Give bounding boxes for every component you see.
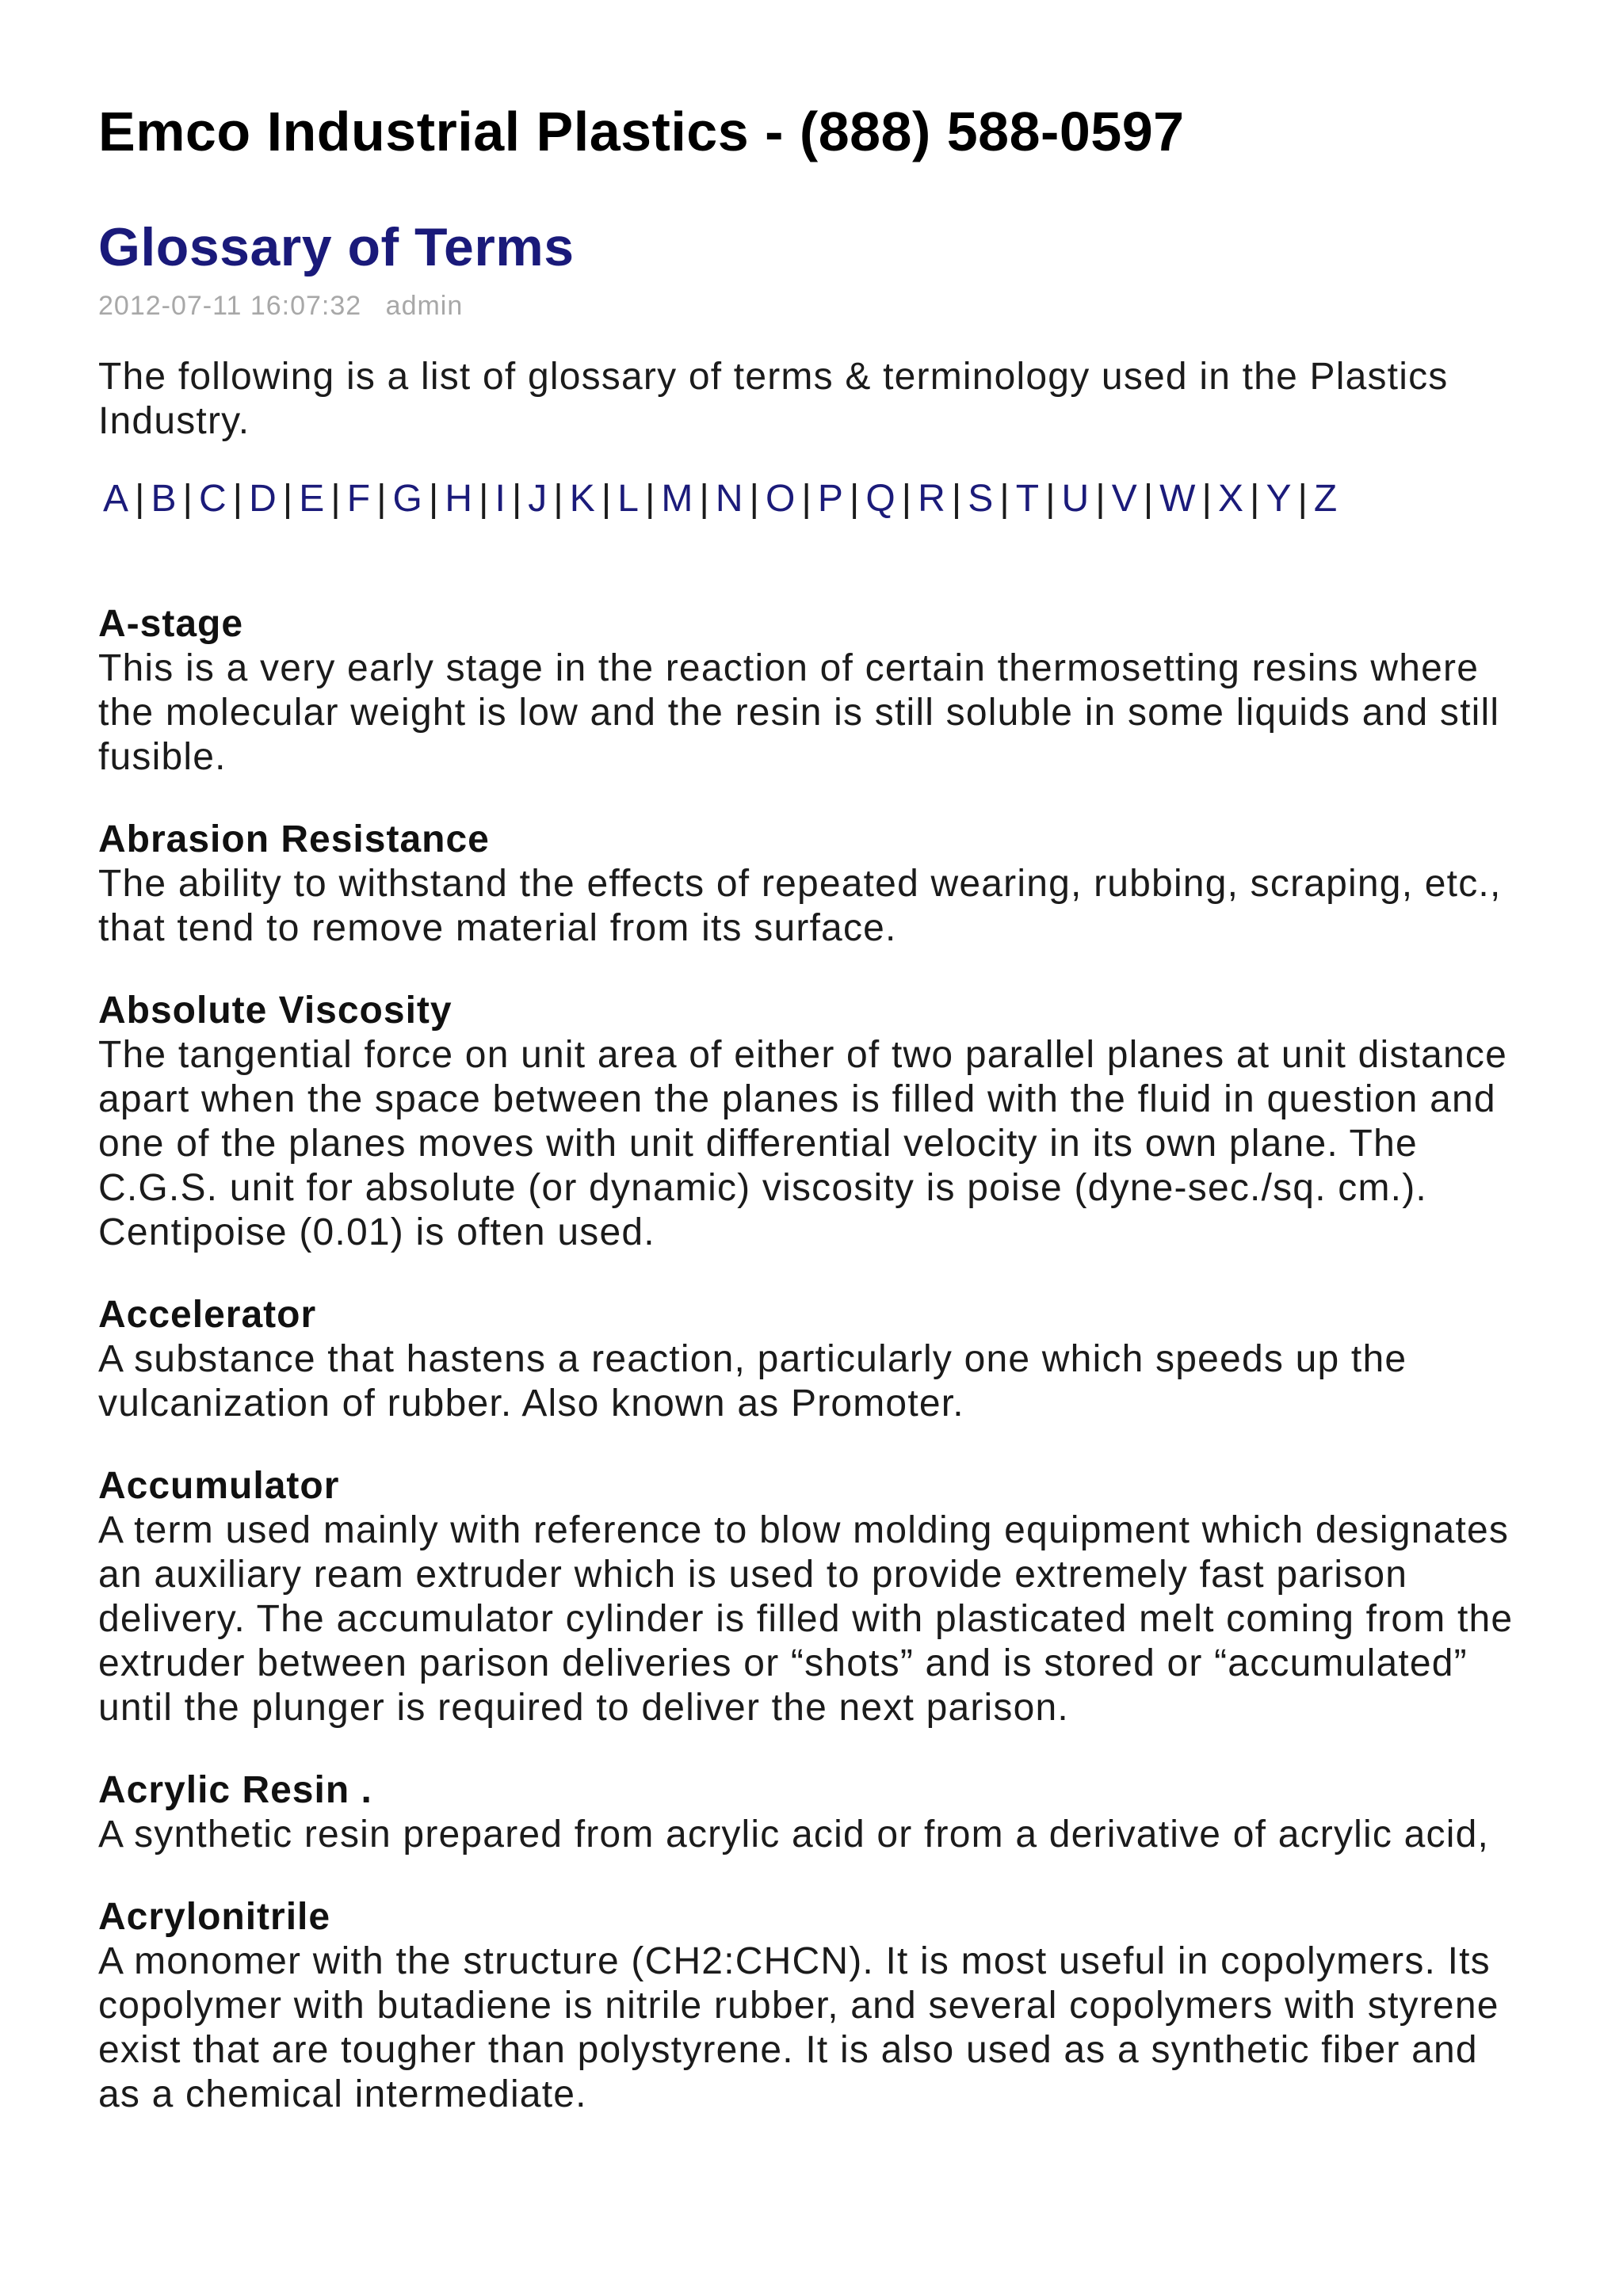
alphabet-link-q[interactable]: Q <box>865 478 896 520</box>
alphabet-link-n[interactable]: N <box>715 478 743 520</box>
alphabet-separator: | <box>1095 478 1106 520</box>
alphabet-separator: | <box>376 478 387 520</box>
alphabet-link-m[interactable]: M <box>661 478 693 520</box>
glossary-definition: This is a very early stage in the reaction of certain thermosetting resins where the molecular weight is low and the resin is still soluble in some liquids and still fusible. <box>98 647 1500 778</box>
glossary-term: A-stage <box>98 603 244 645</box>
alphabet-separator: | <box>232 478 243 520</box>
intro-paragraph: The following is a list of glossary of terms & terminology used in the Plastics Industry. <box>98 356 1449 442</box>
glossary-definition: The ability to withstand the effects of repeated wearing, rubbing, scraping, etc., that tend to remove material from its surface. <box>98 863 1502 949</box>
glossary-term: Absolute Viscosity <box>98 990 453 1032</box>
glossary-definition: A term used mainly with reference to blow molding equipment which designates an auxiliary ream extruder which is used to provide extremely fast parison delivery. The accumulator cylinder is filled with plasticated melt coming from the extruder between parison deliveries or “shots” and is stored or “accumulated” until the plunger is required to deliver the next parison. <box>98 1509 1514 1729</box>
alphabet-separator: | <box>135 478 145 520</box>
post-title[interactable]: Glossary of Terms <box>98 217 575 277</box>
post-meta <box>98 290 1525 322</box>
glossary-entry <box>98 1768 1525 1857</box>
glossary-term: Abrasion Resistance <box>98 818 490 860</box>
alphabet-separator: | <box>999 478 1010 520</box>
alphabet-separator: | <box>644 478 655 520</box>
alphabet-separator: | <box>849 478 860 520</box>
alphabet-link-t[interactable]: T <box>1015 478 1040 520</box>
alphabet-link-s[interactable]: S <box>968 478 994 520</box>
glossary-definition: A synthetic resin prepared from acrylic acid or from a derivative of acrylic acid, <box>98 1814 1490 1855</box>
alphabet-link-d[interactable]: D <box>249 478 277 520</box>
alphabet-link-w[interactable]: W <box>1159 478 1196 520</box>
alphabet-separator: | <box>801 478 812 520</box>
glossary-entry <box>98 1293 1525 1426</box>
alphabet-separator: | <box>901 478 912 520</box>
alphabet-separator: | <box>479 478 489 520</box>
glossary-definition: A monomer with the structure (CH2:CHCN). It is most useful in copolymers. Its copolymer with butadiene is nitrile rubber, and several copolymers with styrene exist that are tougher than polystyrene. It is also used as a synthetic fiber and as a chemical intermediate. <box>98 1940 1499 2115</box>
alphabet-link-b[interactable]: B <box>151 478 177 520</box>
alphabet-separator: | <box>601 478 612 520</box>
post-date: 2012-07-11 16:07:32 <box>98 291 362 321</box>
alphabet-separator: | <box>699 478 709 520</box>
alphabet-separator: | <box>1297 478 1308 520</box>
alphabet-separator: | <box>182 478 193 520</box>
glossary-entry <box>98 989 1525 1255</box>
alphabet-link-v[interactable]: V <box>1111 478 1137 520</box>
alphabet-link-f[interactable]: F <box>346 478 371 520</box>
glossary-term: Accumulator <box>98 1465 340 1507</box>
alphabet-link-u[interactable]: U <box>1061 478 1090 520</box>
glossary-term: Acrylonitrile <box>98 1896 331 1938</box>
alphabet-link-x[interactable]: X <box>1217 478 1243 520</box>
alphabet-separator: | <box>511 478 522 520</box>
site-title: Emco Industrial Plastics - (888) 588-0597 <box>98 101 1185 162</box>
alphabet-link-k[interactable]: K <box>569 478 595 520</box>
alphabet-separator: | <box>749 478 760 520</box>
glossary-entry <box>98 818 1525 951</box>
alphabet-link-h[interactable]: H <box>445 478 473 520</box>
alphabet-separator: | <box>428 478 439 520</box>
alphabet-link-g[interactable]: G <box>392 478 422 520</box>
glossary-list <box>98 602 1525 2117</box>
glossary-definition: The tangential force on unit area of either of two parallel planes at unit distance apart when the space between the planes is filled with the fluid in question and one of the planes moves with unit differential velocity in its own plane. The C.G.S. unit for absolute (or dynamic) viscosity is poise (dyne-sec./sq. cm.). Centipoise (0.01) is often used. <box>98 1034 1507 1253</box>
alphabet-link-l[interactable]: L <box>617 478 639 520</box>
alphabet-link-a[interactable]: A <box>103 478 129 520</box>
alphabet-link-j[interactable]: J <box>528 478 548 520</box>
alphabet-separator: | <box>1045 478 1056 520</box>
alphabet-separator: | <box>951 478 962 520</box>
alphabet-link-r[interactable]: R <box>918 478 945 520</box>
glossary-entry <box>98 602 1525 780</box>
glossary-term: Acrylic Resin . <box>98 1769 372 1811</box>
alphabet-link-p[interactable]: P <box>817 478 843 520</box>
alphabet-link-e[interactable]: E <box>299 478 325 520</box>
glossary-definition: A substance that hastens a reaction, particularly one which speeds up the vulcanization of rubber. Also known as Promoter. <box>98 1338 1407 1425</box>
glossary-entry <box>98 1895 1525 2117</box>
alphabet-link-i[interactable]: I <box>495 478 506 520</box>
alphabet-separator: | <box>1143 478 1154 520</box>
alphabet-separator: | <box>553 478 563 520</box>
glossary-term: Accelerator <box>98 1294 317 1336</box>
alphabet-separator: | <box>282 478 293 520</box>
alphabet-link-c[interactable]: C <box>198 478 227 520</box>
alphabet-separator: | <box>1201 478 1212 520</box>
alphabet-separator: | <box>1249 478 1260 520</box>
post-author: admin <box>385 291 464 321</box>
glossary-entry <box>98 1464 1525 1730</box>
alphabet-separator: | <box>330 478 341 520</box>
alphabet-link-y[interactable]: Y <box>1266 478 1292 520</box>
alphabet-link-z[interactable]: Z <box>1313 478 1338 520</box>
alphabet-nav <box>103 475 1525 523</box>
alphabet-link-o[interactable]: O <box>766 478 796 520</box>
